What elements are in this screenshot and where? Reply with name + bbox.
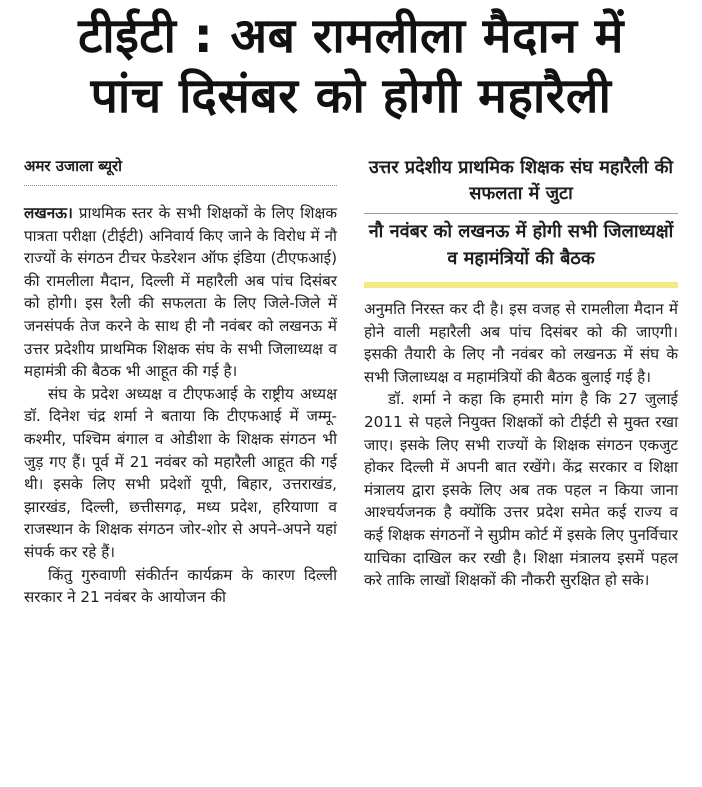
subheadline-1: उत्तर प्रदेशीय प्राथमिक शिक्षक संघ महारैली की सफलता में जुटा [364, 155, 678, 214]
left-paragraph-1 [24, 202, 337, 383]
left-column [24, 155, 337, 609]
left-paragraph-1-text: प्राथमिक स्तर के सभी शिक्षकों के लिए शिक्षक पात्रता परीक्षा (टीईटी) अनिवार्य किए जाने के विरोध में नौ राज्यों के संगठन टीचर फेडरेशन ऑफ इंडिया (टीएफआई) की रामलीला मैदान, दिल्ली में महारैली अब पांच दिसंबर को होगी। इस रैली की सफलता के लिए जिले-जिले में जनसंपर्क तेज करने के साथ ही नौ नवंबर को लखनऊ में उत्तर प्रदेशीय प्राथमिक शिक्षक संघ के सभी जिलाध्यक्ष व महामंत्री की बैठक भी आहूत की गई है। [24, 204, 338, 381]
subheadline-2: नौ नवंबर को लखनऊ में होगी सभी जिलाध्यक्षों व महामंत्रियों की बैठक [368, 221, 674, 269]
left-paragraph-2: संघ के प्रदेश अध्यक्ष व टीएफआई के राष्ट्रीय अध्यक्ष डॉ. दिनेश चंद्र शर्मा ने बताया कि टीएफआई में जम्मू-कश्मीर, पश्चिम बंगाल व ओडीशा के शिक्षक संगठन भी जुड़ गए हैं। पूर्व में 21 नवंबर को महारैली आहूत की गई थी। इसके लिए सभी प्रदेशों यूपी, बिहार, उत्तराखंड, झारखंड, दिल्ली, छत्तीसगढ़, मध्य प्रदेश, हरियाणा व राजस्थान के शिक्षक संगठन जोर-शोर से अपने-अपने यहां संपर्क कर रहे हैं। [24, 384, 337, 561]
left-paragraph-3: किंतु गुरुवाणी संकीर्तन कार्यक्रम के कारण दिल्ली सरकार ने 21 नवंबर के आयोजन की [24, 565, 337, 607]
right-paragraph-2: डॉ. शर्मा ने कहा कि हमारी मांग है कि 27 जुलाई 2011 से पहले नियुक्त शिक्षकों को टीईटी से मुक्त रखा जाए। इसके लिए सभी राज्यों के शिक्षक संगठन एकजुट होकर दिल्ली में अपनी बात रखेंगे। केंद्र सरकार व शिक्षा मंत्रालय द्वारा इसके लिए अब तक पहल न किया जाना आश्चर्यजनक है क्योंकि उत्तर प्रदेश समेत कई राज्य व कई शिक्षक संगठनों ने सुप्रीम कोर्ट में इसके लिए पुनर्विचार याचिका दाखिल कर रखी है। शिक्षा मंत्रालय इसमें पहल करे ताकि लाखों शिक्षकों की नौकरी सुरक्षित हो सके। [364, 390, 678, 590]
headline [0, 6, 702, 126]
headline-line-2: पांच दिसंबर को होगी महारैली [90, 68, 612, 124]
headline-line-1: टीईटी : अब रामलीला मैदान में [78, 8, 624, 64]
dateline: लखनऊ। [24, 204, 73, 222]
right-paragraph-1: अनुमति निरस्त कर दी है। इस वजह से रामलीला मैदान में होने वाली महारैली अब पांच दिसंबर को की जाएगी। इसकी तैयारी के लिए नौ नवंबर को लखनऊ में संघ के सभी जिलाध्यक्ष व महामंत्रियों की बैठक बुलाई गई है। [364, 300, 678, 386]
highlight-divider [364, 282, 678, 288]
byline: अमर उजाला ब्यूरो [24, 155, 337, 186]
right-column [364, 155, 678, 592]
